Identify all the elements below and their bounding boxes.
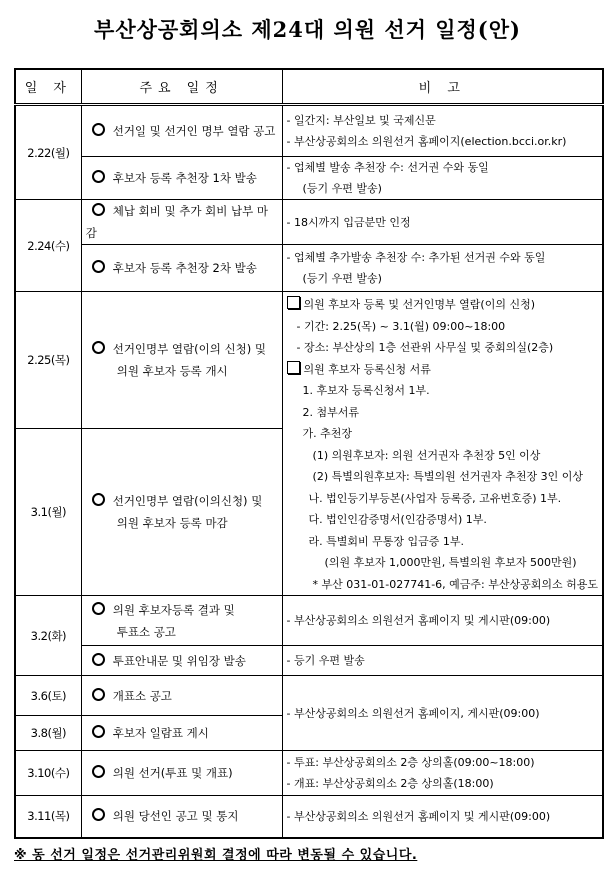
note-line: 의원 후보자 등록신청 서류 [287,359,598,381]
item-text: 후보자 등록 추천장 2차 발송 [112,261,257,275]
table-row [15,292,603,429]
checkbox-icon [287,361,300,374]
note-cell: - 부산상공회의소 의원선거 홈페이지 및 게시판(09:00) [282,596,603,646]
header-item: 주요 일정 [81,69,282,105]
item-text: 의원 후보자 등록 마감 [116,515,228,530]
item-cell [81,796,282,838]
note-cell: - 18시까지 입금분만 인정 [282,200,603,245]
note-cell [282,105,603,157]
note-line: (등기 우편 발송) [302,272,382,285]
note-cell: - 부산상공회의소 의원선거 홈페이지, 게시판(09:00) [282,676,603,751]
table-row [15,646,603,676]
table-row [15,157,603,200]
item-text: 투표안내문 및 위임장 발송 [112,653,246,668]
page-title: 부산상공회의소 제24대 의원 선거 일정(안) [94,17,521,42]
header-date: 일 자 [15,69,81,105]
circle-bullet-icon [92,493,105,506]
circle-bullet-icon [92,341,105,354]
item-cell [81,646,282,676]
note-cell [282,157,603,200]
note-line: - 업체별 발송 추천장 수: 선거권 수와 동일 [286,161,489,174]
item-cell [81,716,282,751]
note-line: - 부산상공회의소 의원선거 홈페이지(election.bcci.or.kr) [286,135,567,148]
note-line: - 업체별 추가발송 추천장 수: 추가된 선거권 수와 동일 [286,251,546,264]
note-line: 라. 특별회비 무통장 입금증 1부. [308,534,465,548]
note-line: * 부산 031-01-027741-6, 예금주: 부산상공회의소 허용도 [312,577,598,591]
circle-bullet-icon [92,765,105,778]
note-cell [282,751,603,796]
circle-bullet-icon [92,725,105,738]
circle-bullet-icon [92,170,105,183]
item-cell [81,676,282,716]
table-row [15,105,603,157]
date-cell: 2.22(월) [15,105,81,200]
item-text: 후보자 일람표 게시 [112,726,209,740]
note-line: 의원 후보자 등록 및 선거인명부 열람(이의 신청) [287,294,598,316]
item-text: 체납 회비 및 추가 회비 납부 마감 [85,204,268,240]
date-cell: 3.10(수) [15,751,81,796]
table-header [15,69,603,105]
note-cell [282,245,603,292]
item-cell [81,596,282,646]
note-cell: - 부산상공회의소 의원선거 홈페이지 및 게시판(09:00) [282,796,603,838]
circle-bullet-icon [92,688,105,701]
item-cell [81,245,282,292]
circle-bullet-icon [92,602,105,615]
item-text: 의원 후보자 등록 개시 [116,363,228,378]
item-text: 선거인명부 열람(이의 신청) 및 [112,341,266,356]
note-line: 나. 법인등기부등본(사업자 등록증, 고유번호증) 1부. [308,491,562,505]
note-line: - 기간: 2.25(목) ~ 3.1(월) 09:00~18:00 [296,319,506,333]
note-line: 2. 첨부서류 [302,405,360,419]
note-line: - 개표: 부산상공회의소 2층 상의홀(18:00) [286,777,494,790]
checkbox-icon [287,296,300,309]
note-line: (1) 의원후보자: 의원 선거권자 추천장 5인 이상 [312,448,541,462]
table-row [15,676,603,716]
item-text: 의원 후보자등록 결과 및 [112,602,235,617]
circle-bullet-icon [92,260,105,273]
table-row [15,200,603,245]
item-text: 의원 당선인 공고 및 통지 [112,809,239,824]
note-line: (의원 후보자 1,000만원, 특별의원 후보자 500만원) [324,556,577,569]
item-text: 의원 선거(투표 및 개표) [112,766,233,780]
registration-notes [282,292,603,596]
item-text: 선거인명부 열람(이의신청) 및 [112,493,263,508]
date-cell: 3.2(화) [15,596,81,676]
item-cell [81,751,282,796]
note-line: - 장소: 부산상의 1층 선관위 사무실 및 중회의실(2층) [296,341,554,354]
circle-bullet-icon [92,203,105,216]
date-cell: 2.25(목) [15,292,81,429]
header-note: 비 고 [282,69,603,105]
circle-bullet-icon [92,123,105,136]
note-line: 가. 추천장 [302,427,353,440]
note-line: - 투표: 부산상공회의소 2층 상의홀(09:00~18:00) [286,756,535,769]
date-cell: 3.6(토) [15,676,81,716]
circle-bullet-icon [92,653,105,666]
item-cell [81,157,282,200]
item-text: 후보자 등록 추천장 1차 발송 [112,171,257,185]
item-cell [81,292,282,429]
item-cell [81,105,282,157]
note-cell: - 등기 우편 발송 [282,646,603,676]
item-text: 투표소 공고 [116,624,176,639]
note-line: 1. 후보자 등록신청서 1부. [302,384,430,397]
table-row [15,751,603,796]
date-cell: 2.24(수) [15,200,81,292]
date-cell: 3.8(월) [15,716,81,751]
date-cell: 3.11(목) [15,796,81,838]
note-line: 다. 법인인감증명서(인감증명서) 1부. [308,513,487,526]
note-line: (2) 특별의원후보자: 특별의원 선거권자 추천장 3인 이상 [312,470,583,483]
schedule-table [14,68,604,839]
item-cell [81,428,282,595]
note-line: (등기 우편 발송) [302,182,382,195]
note-line: - 일간지: 부산일보 및 국제신문 [286,114,436,127]
item-cell [81,200,282,245]
footnote: ※ 동 선거 일정은 선거관리위원회 결정에 따라 변동될 수 있습니다. [14,848,418,863]
table-row [15,796,603,838]
table-row [15,596,603,646]
item-text: 선거일 및 선거인 명부 열람 공고 [112,124,276,138]
date-cell: 3.1(월) [15,428,81,595]
table-row [15,245,603,292]
circle-bullet-icon [92,808,105,821]
item-text: 개표소 공고 [112,688,172,703]
